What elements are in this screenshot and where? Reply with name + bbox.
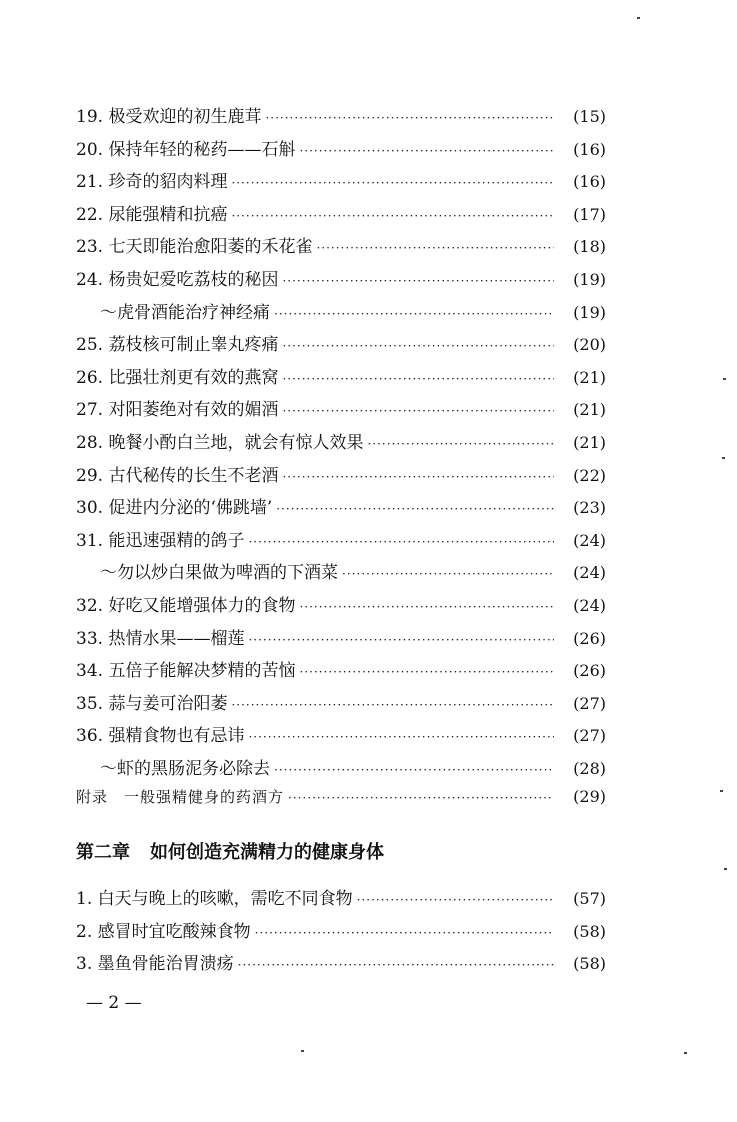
toc-entry-page: (21) <box>573 432 606 452</box>
toc-entry <box>76 526 606 559</box>
toc-entry-title: 19. 极受欢迎的初生鹿茸 <box>76 107 262 127</box>
toc-entry <box>76 102 606 135</box>
toc-entry-title: 34. 五倍子能解决梦精的苦恼 <box>76 661 296 682</box>
scan-speck <box>723 378 726 380</box>
toc-entry <box>76 656 606 689</box>
toc-leader-dots <box>342 567 554 581</box>
scan-speck <box>301 1050 304 1052</box>
toc-entry-page: (18) <box>573 237 606 257</box>
toc-entry-title: ～虾的黑肠泥务必除去 <box>100 758 270 779</box>
toc-entry-title: 21. 珍奇的貂肉料理 <box>76 172 228 193</box>
toc-entry <box>76 167 606 200</box>
toc-leader-dots <box>282 372 554 386</box>
toc-entry <box>76 363 606 396</box>
page-number: — 2 — <box>86 993 142 1013</box>
toc-entry <box>76 461 606 494</box>
toc-entry <box>76 395 606 428</box>
toc-entry <box>76 624 606 657</box>
toc-leader-dots <box>274 763 554 777</box>
toc-leader-dots <box>265 111 554 125</box>
toc-entry <box>76 689 606 722</box>
toc-leader-dots <box>274 307 554 321</box>
toc-entry-title: 24. 杨贵妃爱吃荔枝的秘因 <box>76 269 279 290</box>
toc-leader-dots <box>288 791 554 805</box>
toc-entry <box>76 721 606 754</box>
chapter-number: 第二章 <box>76 842 130 863</box>
toc-entry <box>76 493 606 526</box>
toc-entry <box>76 265 606 298</box>
toc-entry <box>76 428 606 461</box>
toc-entry <box>76 949 606 982</box>
toc-entry-title: 20. 保持年轻的秘药——石斛 <box>76 139 296 160</box>
toc-entry-title: 23. 七天即能治愈阳萎的禾花雀 <box>76 237 313 258</box>
toc-entry-page: (29) <box>573 787 606 807</box>
toc-leader-dots <box>282 404 554 418</box>
toc-entry-title: 30. 促进内分泌的‘佛跳墙’ <box>76 498 273 519</box>
toc-leader-dots <box>282 274 554 288</box>
toc-entry-title: 28. 晚餐小酌白兰地，就会有惊人效果 <box>76 432 364 453</box>
toc-leader-dots <box>316 241 554 255</box>
toc-entry-title: 25. 荔枝核可制止睾丸疼痛 <box>76 335 279 356</box>
toc-leader-dots <box>255 926 554 940</box>
toc-entry-page: (26) <box>573 628 606 648</box>
toc-entry-page: (19) <box>573 302 606 322</box>
scan-speck <box>720 790 723 792</box>
toc-entry <box>76 298 606 331</box>
toc-entry-title: 22. 尿能强精和抗癌 <box>76 204 228 225</box>
toc-entry-page: (23) <box>573 498 606 518</box>
toc-entry-page: (16) <box>573 139 606 159</box>
scan-speck <box>722 457 725 459</box>
toc-entry-page: (57) <box>573 889 606 908</box>
toc-leader-dots <box>248 633 554 647</box>
toc-leader-dots <box>299 600 554 614</box>
scan-speck <box>724 868 727 870</box>
toc-entry-page: (21) <box>573 367 606 387</box>
toc-leader-dots <box>357 893 554 907</box>
toc-entry-page: (24) <box>573 595 606 615</box>
toc-entry-title: 3. 墨鱼骨能治胃溃疡 <box>76 954 234 975</box>
toc-entry-page: (28) <box>573 758 606 778</box>
toc-entry-page: (17) <box>573 204 606 224</box>
toc-entry-page: (21) <box>573 400 606 420</box>
toc-entry-title: 2. 感冒时宜吃酸辣食物 <box>76 921 251 942</box>
toc-entry-page: (27) <box>573 726 606 746</box>
toc-leader-dots <box>248 535 554 549</box>
toc-entry-title: 35. 蒜与姜可治阳萎 <box>76 693 228 714</box>
toc-leader-dots <box>282 470 554 484</box>
toc-entry-title: ～虎骨酒能治疗神经痛 <box>100 302 270 323</box>
toc-leader-dots <box>299 665 554 679</box>
toc-entry <box>76 884 606 917</box>
toc-leader-dots <box>276 502 554 516</box>
toc-entry-page: (15) <box>573 107 606 126</box>
toc-entry-title: 1. 白天与晚上的咳嗽，需吃不同食物 <box>76 889 353 909</box>
toc-entry-title: 29. 古代秘传的长生不老酒 <box>76 465 279 486</box>
toc-entry-page: (22) <box>573 465 606 485</box>
toc-entry-title: ～勿以炒白果做为啤酒的下酒菜 <box>100 563 338 584</box>
toc-entry-page: (24) <box>573 563 606 583</box>
toc-entry-page: (24) <box>573 530 606 550</box>
toc-entry <box>76 200 606 233</box>
toc-entry-page: (19) <box>573 269 606 289</box>
toc-entry <box>76 754 606 787</box>
toc-entry <box>76 786 606 819</box>
toc-entry <box>76 135 606 168</box>
toc-entry-page: (20) <box>573 335 606 355</box>
scan-speck <box>637 17 640 19</box>
toc-entry-title: 附录 一般强精健身的药酒方 <box>76 788 285 807</box>
toc-entry-title: 33. 热情水果——榴莲 <box>76 628 245 649</box>
chapter-heading <box>76 838 384 864</box>
toc-leader-dots <box>231 698 554 712</box>
toc-list-chapter-2 <box>76 884 606 982</box>
toc-entry-page: (16) <box>573 172 606 192</box>
chapter-title: 如何创造充满精力的健康身体 <box>150 842 384 863</box>
toc-entry-title: 32. 好吃又能增强体力的食物 <box>76 595 296 616</box>
toc-entry-title: 26. 比强壮剂更有效的燕窝 <box>76 367 279 388</box>
toc-leader-dots <box>282 339 554 353</box>
toc-entry <box>76 591 606 624</box>
toc-entry-title: 36. 强精食物也有忌讳 <box>76 726 245 747</box>
toc-leader-dots <box>299 144 554 158</box>
toc-entry <box>76 232 606 265</box>
toc-entry-title: 31. 能迅速强精的鸽子 <box>76 530 245 551</box>
toc-leader-dots <box>231 209 554 223</box>
toc-list <box>76 102 606 819</box>
toc-leader-dots <box>367 437 554 451</box>
toc-leader-dots <box>248 730 554 744</box>
toc-entry <box>76 917 606 950</box>
scan-speck <box>684 1052 687 1054</box>
toc-entry-page: (26) <box>573 661 606 681</box>
toc-entry-page: (58) <box>573 921 606 941</box>
toc-entry-page: (27) <box>573 693 606 713</box>
toc-entry-page: (58) <box>573 954 606 974</box>
toc-leader-dots <box>238 958 554 972</box>
toc-entry <box>76 330 606 363</box>
toc-leader-dots <box>231 176 554 190</box>
toc-entry-title: 27. 对阳萎绝对有效的媚酒 <box>76 400 279 421</box>
toc-entry <box>76 558 606 591</box>
